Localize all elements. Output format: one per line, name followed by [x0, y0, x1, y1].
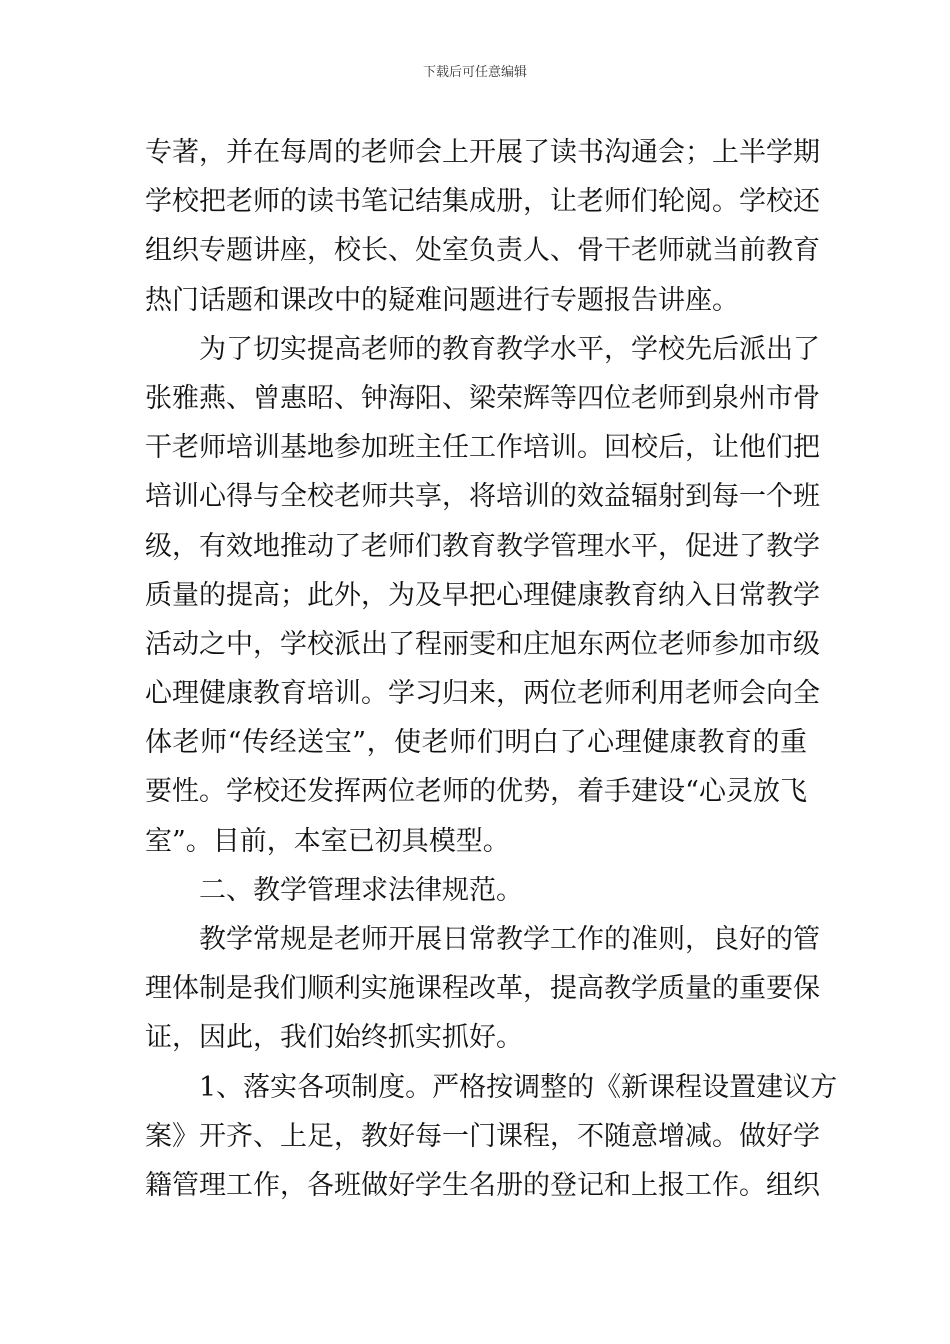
text-line: 体老师“传经送宝”，使老师们明白了心理健康教育的重: [145, 727, 807, 759]
text-line: 专著，并在每周的老师会上开展了读书沟通会；上半学期: [145, 137, 820, 168]
text-line: 要性。学校还发挥两位老师的优势，着手建设“心灵放飞: [145, 776, 807, 808]
text-line: 证，因此，我们始终抓实抓好。: [145, 1022, 523, 1054]
text-line: 培训心得与全校老师共享，将培训的效益辐射到每一个班: [145, 481, 820, 513]
paragraph: [145, 915, 820, 1063]
text-line: 质量的提高；此外，为及早把心理健康教育纳入日常教学: [145, 579, 820, 611]
text-line: 组织专题讲座，校长、处室负责人、骨干老师就当前教育: [145, 235, 820, 267]
text-line: 教学常规是老师开展日常教学工作的准则，良好的管: [199, 924, 820, 955]
text-line: 级，有效地推动了老师们教育教学管理水平，促进了教学: [145, 530, 820, 562]
text-line: 心理健康教育培训。学习归来，两位老师利用老师会向全: [145, 678, 820, 710]
text-line: 活动之中，学校派出了程丽雯和庄旭东两位老师参加市级: [145, 628, 820, 660]
text-line: 干老师培训基地参加班主任工作培训。回校后，让他们把: [145, 432, 820, 464]
text-line: 1、落实各项制度。严格按调整的《新课程设置建议方: [199, 1071, 838, 1103]
paragraph: [145, 325, 820, 866]
paragraph: [145, 1063, 838, 1211]
paragraph: [145, 128, 820, 325]
text-line: 二、教学管理求法律规范。: [199, 874, 523, 906]
text-line: 籍管理工作，各班做好学生名册的登记和上报工作。组织: [145, 1169, 820, 1201]
text-line: 张雅燕、曾惠昭、钟海阳、梁荣辉等四位老师到泉州市骨: [145, 382, 820, 414]
text-line: 学校把老师的读书笔记结集成册，让老师们轮阅。学校还: [145, 186, 820, 218]
text-line: 为了切实提高老师的教育教学水平，学校先后派出了: [199, 333, 820, 365]
text-line: 理体制是我们顺利实施课程改革，提高教学质量的重要保: [145, 973, 820, 1005]
text-line: 热门话题和课改中的疑难问题进行专题报告讲座。: [145, 284, 739, 316]
text-line: 室”。目前，本室已初具模型。: [145, 825, 510, 857]
document-body: [145, 128, 838, 1210]
section-heading: [145, 866, 807, 915]
page-header: 下载后可任意编辑: [422, 65, 527, 80]
text-line: 案》开齐、上足，教好每一门课程，不随意增减。做好学: [145, 1120, 820, 1152]
